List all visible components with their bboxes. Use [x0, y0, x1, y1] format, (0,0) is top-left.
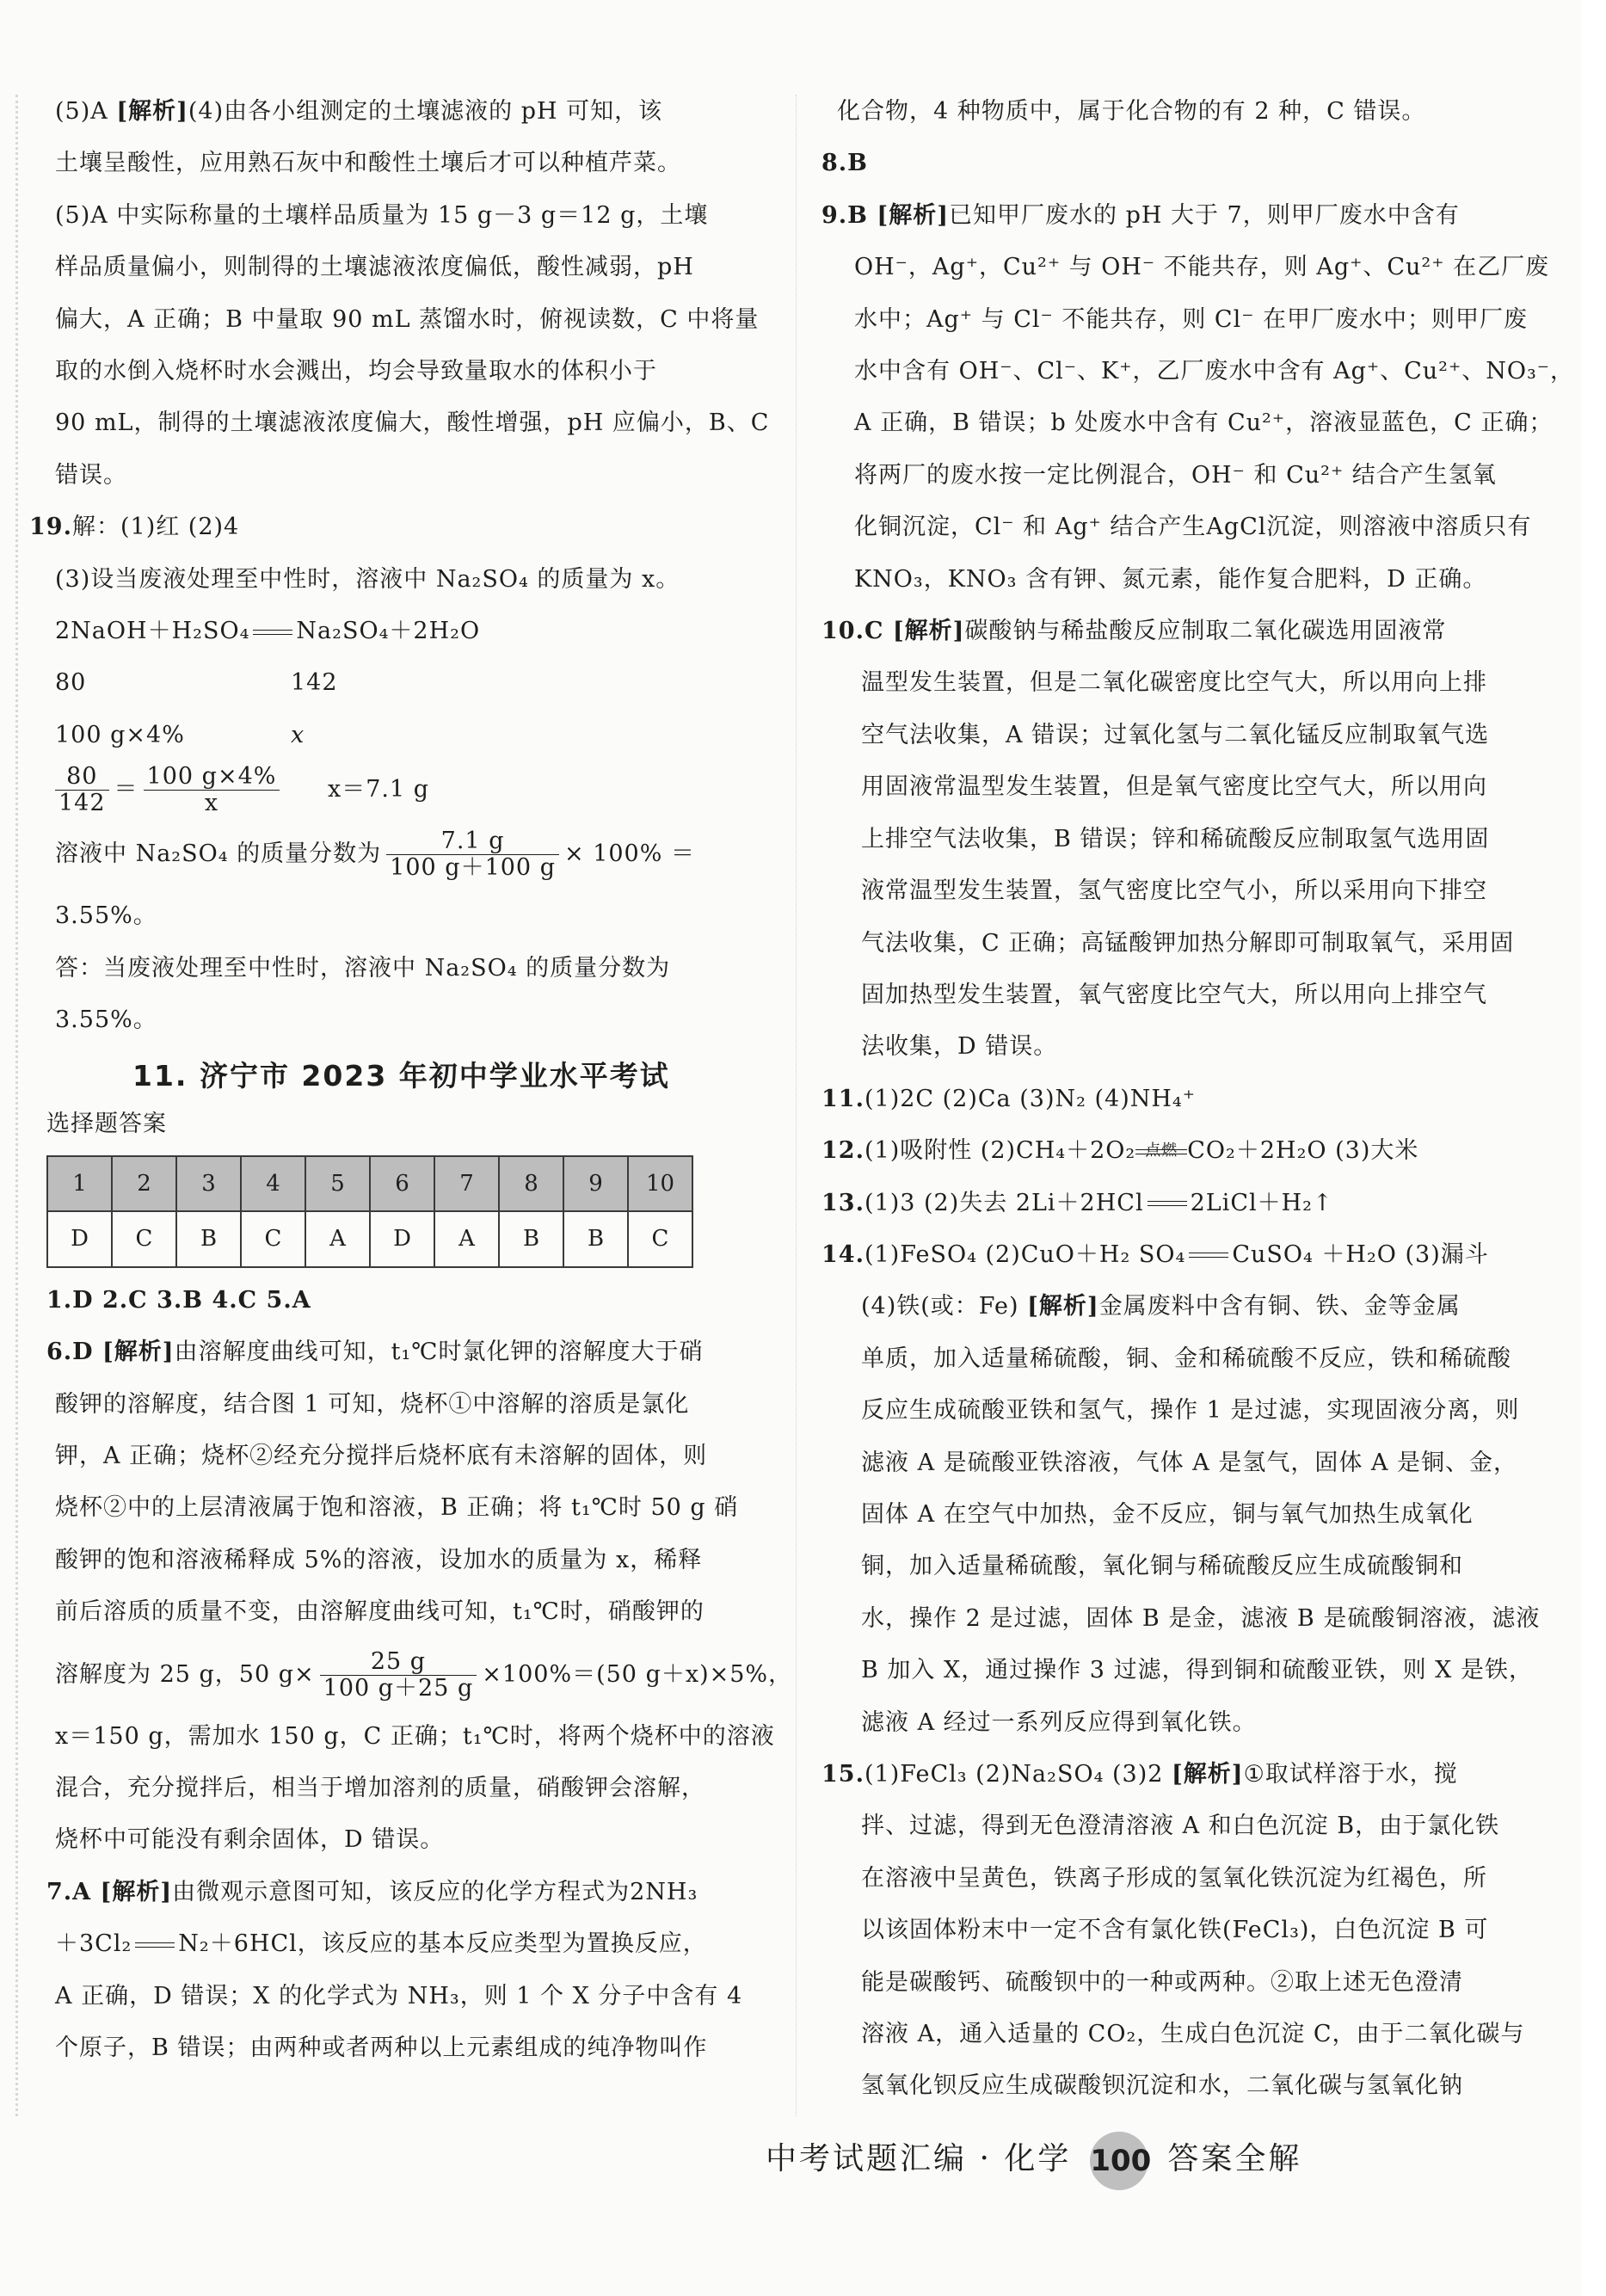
- answer-table-row: [47, 1211, 692, 1266]
- question-7: 7.A [解析]由微观示意图可知，该反应的化学方程式为2NH₃: [46, 1878, 698, 1905]
- table-cell: B: [563, 1211, 628, 1266]
- text-line: 温型发生装置，但是二氧化碳密度比空气大，所以用向上排: [861, 669, 1487, 697]
- fraction: $\frac{7.1 g}{100 g+100 g}$: [386, 828, 559, 881]
- text-line: 酸钾的溶解度，结合图 1 可知，烧杯①中溶解的溶质是氯化: [55, 1390, 690, 1418]
- text-line: 法收集，D 错误。: [861, 1033, 1058, 1061]
- text-line: 土壤呈酸性，应用熟石灰中和酸性土壤后才可以种植芹菜。: [55, 150, 681, 177]
- question-15: 15.(1)FeCl₃ (2)Na₂SO₄ (3)2 [解析]①取试样溶于水，搅: [821, 1761, 1458, 1788]
- text-line: 钾，A 正确；烧杯②经充分搅拌后烧杯底有未溶解的固体，则: [55, 1442, 708, 1469]
- text-line: 气法收集，C 正确；高锰酸钾加热分解即可制取氧气，采用固: [861, 929, 1515, 957]
- table-cell: 4: [241, 1156, 305, 1211]
- text-line: x＝150 g，需加水 150 g，C 正确；t₁℃时，将两个烧杯中的溶液: [55, 1722, 775, 1750]
- fraction: $\frac{25 g}{100 g+25 g}$: [320, 1649, 477, 1702]
- text-line: 3.55%。: [55, 1006, 157, 1034]
- table-cell: A: [434, 1211, 499, 1266]
- text-line: 将两厂的废水按一定比例混合，OH⁻ 和 Cu²⁺ 结合产生氢氧: [854, 461, 1497, 489]
- table-cell: D: [370, 1211, 434, 1266]
- table-cell: C: [241, 1211, 305, 1266]
- question-10: 10.C [解析]碳酸钠与稀盐酸反应制取二氧化碳选用固液常: [821, 618, 1447, 645]
- text-line: (4)铁(或：Fe) [解析]金属废料中含有铜、铁、金等金属: [861, 1293, 1461, 1320]
- text-line: (3)设当废液处理至中性时，溶液中 Na₂SO₄ 的质量为 x。: [55, 565, 680, 593]
- solubility-line: 溶解度为 25 g，50 g× $\frac{25 g}{100 g+25 g}$ ×100%＝(50 g＋x)×5%，: [55, 1647, 793, 1702]
- answer-table: [46, 1155, 693, 1268]
- table-cell: 9: [563, 1156, 628, 1211]
- table-cell: 10: [628, 1156, 692, 1211]
- text-line: 答：当废液处理至中性时，溶液中 Na₂SO₄ 的质量分数为: [55, 954, 671, 982]
- text-line: 固加热型发生装置，氧气密度比空气大，所以用向上排空气: [861, 981, 1487, 1008]
- mass-row: 100 g×4% x: [55, 721, 305, 748]
- fraction: $\frac{80}{142}$: [55, 764, 109, 816]
- question-19: 19.解：(1)红 (2)4: [29, 514, 240, 541]
- text-line: 滤液 A 经过一系列反应得到氧化铁。: [861, 1708, 1257, 1736]
- mass-row: 80 142: [55, 669, 338, 697]
- text-line: 氢氧化钡反应生成碳酸钡沉淀和水，二氧化碳与氢氧化钠: [861, 2072, 1463, 2100]
- equals-sign: [135, 1942, 175, 1948]
- text-line: 化合物，4 种物质中，属于化合物的有 2 种，C 错误。: [837, 98, 1426, 125]
- binding-dotted-line: [15, 95, 18, 2116]
- footer-section: 答案全解: [1167, 2141, 1302, 2176]
- text-line: 在溶液中呈黄色，铁离子形成的氢氧化铁沉淀为红褐色，所: [861, 1864, 1487, 1892]
- text-line: 液常温型发生装置，氢气密度比空气小，所以采用向下排空: [861, 877, 1487, 905]
- chemical-equation: 2NaOH＋H₂SO₄ Na₂SO₄＋2H₂O: [55, 618, 481, 645]
- text-line: 水中含有 OH⁻、Cl⁻、K⁺，乙厂废水中含有 Ag⁺、Cu²⁺、NO₃⁻，: [854, 358, 1575, 385]
- reaction-condition: 点燃: [1135, 1149, 1187, 1154]
- text-line: A 正确，D 错误；X 的化学式为 NH₃，则 1 个 X 分子中含有 4: [55, 1982, 743, 2010]
- text-line: 烧杯中可能没有剩余固体，D 错误。: [55, 1826, 445, 1854]
- text-line: 用固液常温型发生装置，但是氧气密度比空气大，所以用向: [861, 773, 1487, 801]
- table-cell: B: [176, 1211, 241, 1266]
- mass-fraction-line: 溶液中 Na₂SO₄ 的质量分数为 $\frac{7.1 g}{100 g+100 g}$ × 100% ＝: [55, 828, 695, 882]
- fraction: $\frac{100 g\times 4\%}{x}$: [144, 764, 280, 816]
- text-line: 水中；Ag⁺ 与 Cl⁻ 不能共存，则 Cl⁻ 在甲厂废水中；则甲厂废: [854, 305, 1529, 333]
- section-title: 11. 济宁市 2023 年初中学业水平考试: [132, 1058, 670, 1093]
- text-line: 个原子，B 错误；由两种或者两种以上元素组成的纯净物叫作: [55, 2034, 708, 2061]
- text-line: 水，操作 2 是过滤，固体 B 是金，滤液 B 是硫酸铜溶液，滤液: [861, 1604, 1541, 1632]
- text-line: 酸钾的饱和溶液稀释成 5%的溶液，设加水的质量为 x，稀释: [55, 1546, 703, 1573]
- text-line: 以该固体粉末中一定不含有氯化铁(FeCl₃)，白色沉淀 B 可: [861, 1917, 1489, 1944]
- page-number: 100: [1090, 2132, 1148, 2190]
- text-line: 单质，加入适量稀硫酸，铜、金和稀硫酸不反应，铁和稀硫酸: [861, 1345, 1511, 1372]
- table-cell: 2: [112, 1156, 176, 1211]
- table-cell: D: [47, 1211, 112, 1266]
- text-line: B 加入 X，通过操作 3 过滤，得到铜和硫酸亚铁，则 X 是铁，: [861, 1657, 1533, 1684]
- equals-sign: [1189, 1253, 1228, 1258]
- text-line: 3.55%。: [55, 902, 157, 930]
- text-line: 空气法收集，A 错误；过氧化氢与二氧化锰反应制取氧气选: [861, 721, 1490, 748]
- equals-sign: [253, 630, 292, 635]
- table-cell: A: [305, 1211, 370, 1266]
- text-line: 上排空气法收集，B 错误；锌和稀硫酸反应制取氢气选用固: [861, 825, 1490, 853]
- brief-answers: 1.D 2.C 3.B 4.C 5.A: [46, 1286, 311, 1314]
- table-cell: 5: [305, 1156, 370, 1211]
- right-column: [821, 86, 1575, 2113]
- text-line: 铜，加入适量稀硫酸，氧化铜与稀硫酸反应生成硫酸铜和: [861, 1553, 1463, 1580]
- question-11: 11.(1)2C (2)Ca (3)N₂ (4)NH₄⁺: [821, 1085, 1197, 1112]
- text-line: 偏大，A 正确；B 中量取 90 mL 蒸馏水时，俯视读数，C 中将量: [55, 305, 760, 333]
- text-line: KNO₃，KNO₃ 含有钾、氮元素，能作复合肥料，D 正确。: [854, 565, 1487, 593]
- column-divider: [796, 95, 797, 2116]
- table-cell: 7: [434, 1156, 499, 1211]
- text-line: 固体 A 在空气中加热，金不反应，铜与氧气加热生成氧化: [861, 1500, 1474, 1528]
- left-column: [29, 86, 793, 2074]
- question-14: 14.(1)FeSO₄ (2)CuO＋H₂ SO₄ CuSO₄ ＋H₂O (3)漏斗: [821, 1240, 1489, 1268]
- text-line: 错误。: [55, 461, 127, 489]
- text-line: 能是碳酸钙、硫酸钡中的一种或两种。②取上述无色澄清: [861, 1968, 1463, 1996]
- text-line: 拌、过滤，得到无色澄清溶液 A 和白色沉淀 B，由于氯化铁: [861, 1813, 1500, 1840]
- text-line: 前后溶质的质量不变，由溶解度曲线可知，t₁℃时，硝酸钾的: [55, 1598, 705, 1626]
- text-line: A 正确，B 错误；b 处废水中含有 Cu²⁺，溶液显蓝色，C 正确；: [854, 409, 1554, 437]
- text-line: 反应生成硫酸亚铁和氢气，操作 1 是过滤，实现固液分离，则: [861, 1397, 1520, 1425]
- text-line: 滤液 A 是硫酸亚铁溶液，气体 A 是氢气，固体 A 是铜、金，: [861, 1449, 1517, 1476]
- question-9: 9.B [解析]已知甲厂废水的 pH 大于 7，则甲厂废水中含有: [821, 201, 1460, 229]
- text-line: 化铜沉淀，Cl⁻ 和 Ag⁺ 结合产生AgCl沉淀，则溶液中溶质只有: [854, 514, 1532, 541]
- table-cell: 8: [499, 1156, 563, 1211]
- table-cell: B: [499, 1211, 563, 1266]
- proportion: $\frac{80}{142}$ ＝ $\frac{100 g\times 4\%}{x}$ x＝7.1 g: [55, 761, 743, 818]
- question-12: 12.(1)吸附性 (2)CH₄＋2O₂ 点燃 CO₂＋2H₂O (3)大米: [821, 1137, 1419, 1165]
- text-line: (5)A [解析](4)由各小组测定的土壤滤液的 pH 可知，该: [55, 98, 663, 125]
- page-footer: [766, 2132, 1301, 2190]
- text-line: 取的水倒入烧杯时水会溅出，均会导致量取水的体积小于: [55, 358, 657, 385]
- text-line: 样品质量偏小，则制得的土壤滤液浓度偏低，酸性减弱，pH: [55, 254, 694, 281]
- question-13: 13.(1)3 (2)失去 2Li＋2HCl 2LiCl＋H₂↑: [821, 1189, 1333, 1216]
- question-6: 6.D [解析]由溶解度曲线可知，t₁℃时氯化钾的溶解度大于硝: [46, 1339, 704, 1366]
- answer-table-header: [47, 1156, 692, 1211]
- footer-book-title: 中考试题汇编 · 化学: [766, 2141, 1072, 2176]
- equals-sign: [1148, 1201, 1187, 1206]
- table-cell: 6: [370, 1156, 434, 1211]
- text-line: 烧杯②中的上层清液属于饱和溶液，B 正确；将 t₁℃时 50 g 硝: [55, 1494, 739, 1522]
- text-line: (5)A 中实际称量的土壤样品质量为 15 g－3 g＝12 g，土壤: [55, 201, 709, 229]
- text-line: ＋3Cl₂ N₂＋6HCl，该反应的基本反应类型为置换反应，: [55, 1930, 707, 1958]
- question-8: 8.B: [821, 150, 869, 177]
- choice-label: 选择题答案: [46, 1110, 167, 1137]
- page-margin: [1581, 0, 1606, 2296]
- table-cell: 3: [176, 1156, 241, 1211]
- text-line: 溶液 A，通入适量的 CO₂，生成白色沉淀 C，由于二氧化碳与: [861, 2021, 1525, 2048]
- text-line: 90 mL，制得的土壤滤液浓度偏大，酸性增强，pH 应偏小，B、C: [55, 409, 770, 437]
- table-cell: C: [628, 1211, 692, 1266]
- table-cell: 1: [47, 1156, 112, 1211]
- text-line: 混合，充分搅拌后，相当于增加溶剂的质量，硝酸钾会溶解，: [55, 1774, 705, 1801]
- table-cell: C: [112, 1211, 176, 1266]
- text-line: OH⁻，Ag⁺，Cu²⁺ 与 OH⁻ 不能共存，则 Ag⁺、Cu²⁺ 在乙厂废: [854, 254, 1550, 281]
